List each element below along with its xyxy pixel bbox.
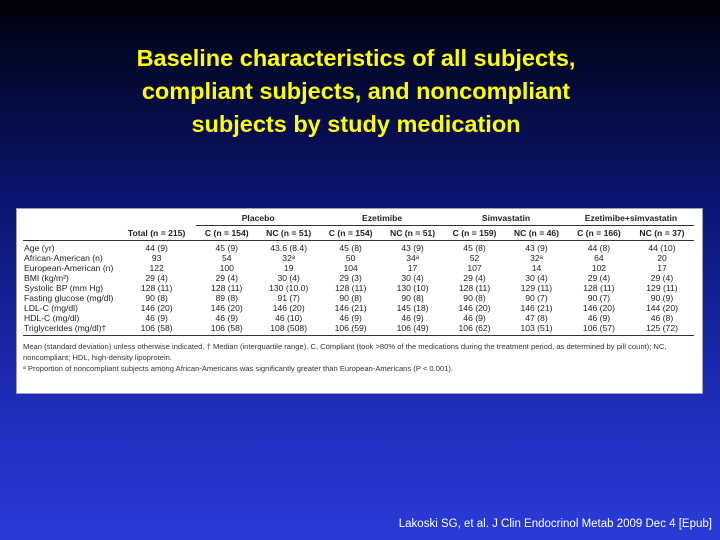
table-cell: 20 <box>657 253 667 263</box>
row-label: Age (yr) <box>24 243 55 253</box>
table-cell: 129 (11) <box>520 283 553 293</box>
table-row <box>23 273 694 283</box>
table-cell: 128 (11) <box>334 283 367 293</box>
row-label: Fasting glucose (mg/dl) <box>24 293 114 303</box>
table-row <box>23 241 694 254</box>
table-cell: 106 (57) <box>568 323 630 336</box>
table-cell: 146 (21) <box>334 303 367 313</box>
table-cell: 106 (62) <box>444 323 505 336</box>
row-label: African-American (n) <box>24 253 103 263</box>
col-header-ezetimibe-nc: NC (n = 51) <box>381 226 444 241</box>
table-cell: 106 (49) <box>381 323 444 336</box>
table-cell: 46 (9) <box>215 313 238 323</box>
header-spacer <box>117 212 196 226</box>
table-cell: 46 (9) <box>339 313 362 323</box>
slide-title <box>40 42 672 141</box>
col-header-simvastatin-nc: NC (n = 46) <box>505 226 568 241</box>
row-label: LDL-C (mg/dl) <box>24 303 78 313</box>
row-label: BMI (kg/m²) <box>24 273 69 283</box>
table-cell: 102 <box>591 263 607 273</box>
table-cell: 19 <box>283 263 294 273</box>
col-header-placebo-nc: NC (n = 51) <box>257 226 320 241</box>
table-cell: 146 (20) <box>458 303 491 313</box>
table-cell: 145 (18) <box>396 303 429 313</box>
table-cell: 46 (8) <box>650 313 674 323</box>
baseline-table <box>23 212 694 336</box>
group-header-ezetimibe: Ezetimibe <box>320 212 444 226</box>
citation: Lakoski SG, et al. J Clin Endocrinol Metab 2009 Dec 4 [Epub] <box>398 518 712 530</box>
table-cell: 30 (4) <box>401 273 424 283</box>
row-label: European-American (n) <box>24 263 114 273</box>
col-header-combo-c: C (n = 166) <box>568 226 630 241</box>
table-cell: 91 (7) <box>277 293 300 303</box>
col-header-total: Total (n = 215) <box>117 226 196 241</box>
table-cell: 129 (11) <box>646 283 678 293</box>
group-header-ezetimibe-simvastatin: Ezetimibe+simvastatin <box>568 212 694 226</box>
table-cell: 90 (8) <box>145 293 168 303</box>
row-label: Triglycerides (mg/dl)† <box>23 323 117 336</box>
table-cell: 146 (20) <box>272 303 305 313</box>
table-row <box>23 303 694 313</box>
table-cell: 45 (8) <box>339 243 362 253</box>
table-cell: 128 (11) <box>140 283 173 293</box>
table-cell: 47 (8) <box>525 313 548 323</box>
table-cell: 29 (3) <box>339 273 362 283</box>
table-cell: 106 (59) <box>320 323 381 336</box>
table-cell: 100 <box>219 263 234 273</box>
table-row <box>23 283 694 293</box>
baseline-table-panel <box>16 208 703 394</box>
table-cell: 89 (8) <box>215 293 238 303</box>
table-cell: 130 (10) <box>396 283 429 293</box>
table-cell: 29 (4) <box>145 273 168 283</box>
table-cell: 144 (20) <box>645 303 678 313</box>
table-cell: 44 (8) <box>587 243 611 253</box>
table-cell: 128 (11) <box>211 283 243 293</box>
header-spacer <box>23 226 117 241</box>
table-cell: 43 (9) <box>525 243 548 253</box>
table-cell: 45 (9) <box>215 243 238 253</box>
table-cell: 29 (4) <box>463 273 486 283</box>
table-cell: 34ᵃ <box>406 253 419 263</box>
table-cell: 17 <box>657 263 667 273</box>
table-cell: 44 (10) <box>648 243 676 253</box>
row-label: HDL-C (mg/dl) <box>24 313 80 323</box>
table-cell: 90 (7) <box>525 293 548 303</box>
table-cell: 30 (4) <box>277 273 300 283</box>
header-spacer <box>23 212 117 226</box>
table-cell: 125 (72) <box>630 323 694 336</box>
table-cell: 146 (21) <box>520 303 553 313</box>
col-header-combo-nc: NC (n = 37) <box>630 226 694 241</box>
table-cell: 103 (51) <box>505 323 568 336</box>
col-header-placebo-c: C (n = 154) <box>196 226 257 241</box>
table-cell: 44 (9) <box>145 243 168 253</box>
table-row <box>23 253 694 263</box>
table-cell: 46 (9) <box>401 313 424 323</box>
table-row <box>23 313 694 323</box>
footnote: Mean (standard deviation) unless otherwise indicated. † Median (interquartile range). C, Compliant (took >80% of the medications during the treatment period, as determined by pill count); NC, <box>23 342 667 351</box>
table-cell: 106 (58) <box>196 323 257 336</box>
table-cell: 46 (10) <box>275 313 303 323</box>
table-cell: 32ᵃ <box>282 253 296 263</box>
table-cell: 29 (4) <box>587 273 611 283</box>
table-cell: 52 <box>469 253 480 263</box>
table-cell: 43 (9) <box>401 243 424 253</box>
table-cell: 146 (20) <box>140 303 173 313</box>
table-cell: 130 (10.0) <box>269 283 309 293</box>
table-body <box>23 241 694 336</box>
table-cell: 46 (9) <box>145 313 168 323</box>
table-cell: 17 <box>407 263 418 273</box>
table-cell: 64 <box>594 253 604 263</box>
table-cell: 43.6 (8.4) <box>270 243 308 253</box>
group-header-placebo: Placebo <box>196 212 320 226</box>
table-cell: 29 (4) <box>215 273 238 283</box>
table-row <box>23 323 694 336</box>
table-footnotes <box>23 342 694 374</box>
table-cell: 146 (20) <box>582 303 615 313</box>
footnote: noncompliant; HDL, high-density lipoprotein. <box>23 353 173 362</box>
table-cell: 54 <box>221 253 232 263</box>
table-row <box>23 293 694 303</box>
group-header-simvastatin: Simvastatin <box>444 212 568 226</box>
table-cell: 90 (8) <box>401 293 424 303</box>
row-label: Systolic BP (mm Hg) <box>24 283 104 293</box>
table-cell: 146 (20) <box>210 303 243 313</box>
table-cell: 122 <box>149 263 164 273</box>
table-cell: 107 <box>467 263 482 273</box>
table-cell: 45 (8) <box>463 243 486 253</box>
table-cell: 93 <box>151 253 162 263</box>
table-cell: 46 (9) <box>463 313 486 323</box>
table-cell: 29 (4) <box>650 273 674 283</box>
table-cell: 32ᵃ <box>530 253 543 263</box>
table-cell: 14 <box>531 263 542 273</box>
slide-title-line: compliant subjects, and noncompliant <box>141 78 571 104</box>
table-cell: 90 (8) <box>339 293 362 303</box>
table-cell: 106 (58) <box>117 323 196 336</box>
col-header-ezetimibe-c: C (n = 154) <box>320 226 381 241</box>
table-cell: 108 (508) <box>257 323 320 336</box>
footnote: ᵃ Proportion of noncompliant subjects among African-Americans was significantly greater than European-Americans (P < 0.001). <box>23 364 454 373</box>
table-cell: 30 (4) <box>525 273 548 283</box>
table-cell: 90 (9) <box>650 293 674 303</box>
table-row <box>23 263 694 273</box>
slide-title-line: subjects by study medication <box>191 111 521 137</box>
slide-title-line: Baseline characteristics of all subjects, <box>136 45 576 71</box>
table-cell: 90 (8) <box>463 293 486 303</box>
table-cell: 128 (11) <box>458 283 491 293</box>
table-cell: 104 <box>343 263 358 273</box>
table-cell: 128 (11) <box>583 283 615 293</box>
table-cell: 50 <box>345 253 356 263</box>
table-cell: 46 (9) <box>587 313 611 323</box>
col-header-simvastatin-c: C (n = 159) <box>444 226 505 241</box>
table-cell: 90 (7) <box>587 293 611 303</box>
